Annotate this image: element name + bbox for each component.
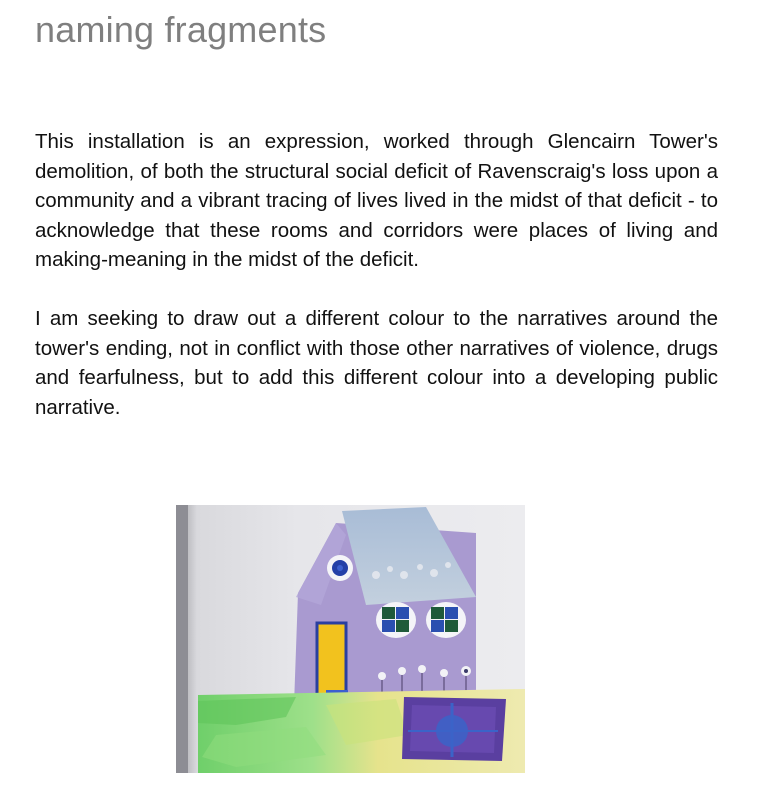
page-title: naming fragments xyxy=(35,9,327,50)
round-window xyxy=(327,555,353,581)
house-painting-photo xyxy=(176,505,525,773)
right-window xyxy=(426,602,466,638)
paragraph-2: I am seeking to draw out a different colour to the narratives around the tower's ending, not in conflict with those other narratives of violence, drugs and fearfulness, but to add this different colour into a developing public narrative. xyxy=(35,307,718,419)
left-window xyxy=(376,602,416,638)
photo-left-shadow xyxy=(176,505,188,773)
house-door xyxy=(317,623,348,698)
house-painting-illustration xyxy=(176,505,525,773)
purple-rug xyxy=(402,697,506,761)
paragraph-1: This installation is an expression, worked through Glencairn Tower's demolition, of both the structural social deficit of Ravenscraig's loss upon a community and a vibrant tracing of lives lived in the midst of that deficit - to acknowledge that these rooms and corridors were places of living and making-meaning in the midst of the deficit. xyxy=(35,130,718,272)
